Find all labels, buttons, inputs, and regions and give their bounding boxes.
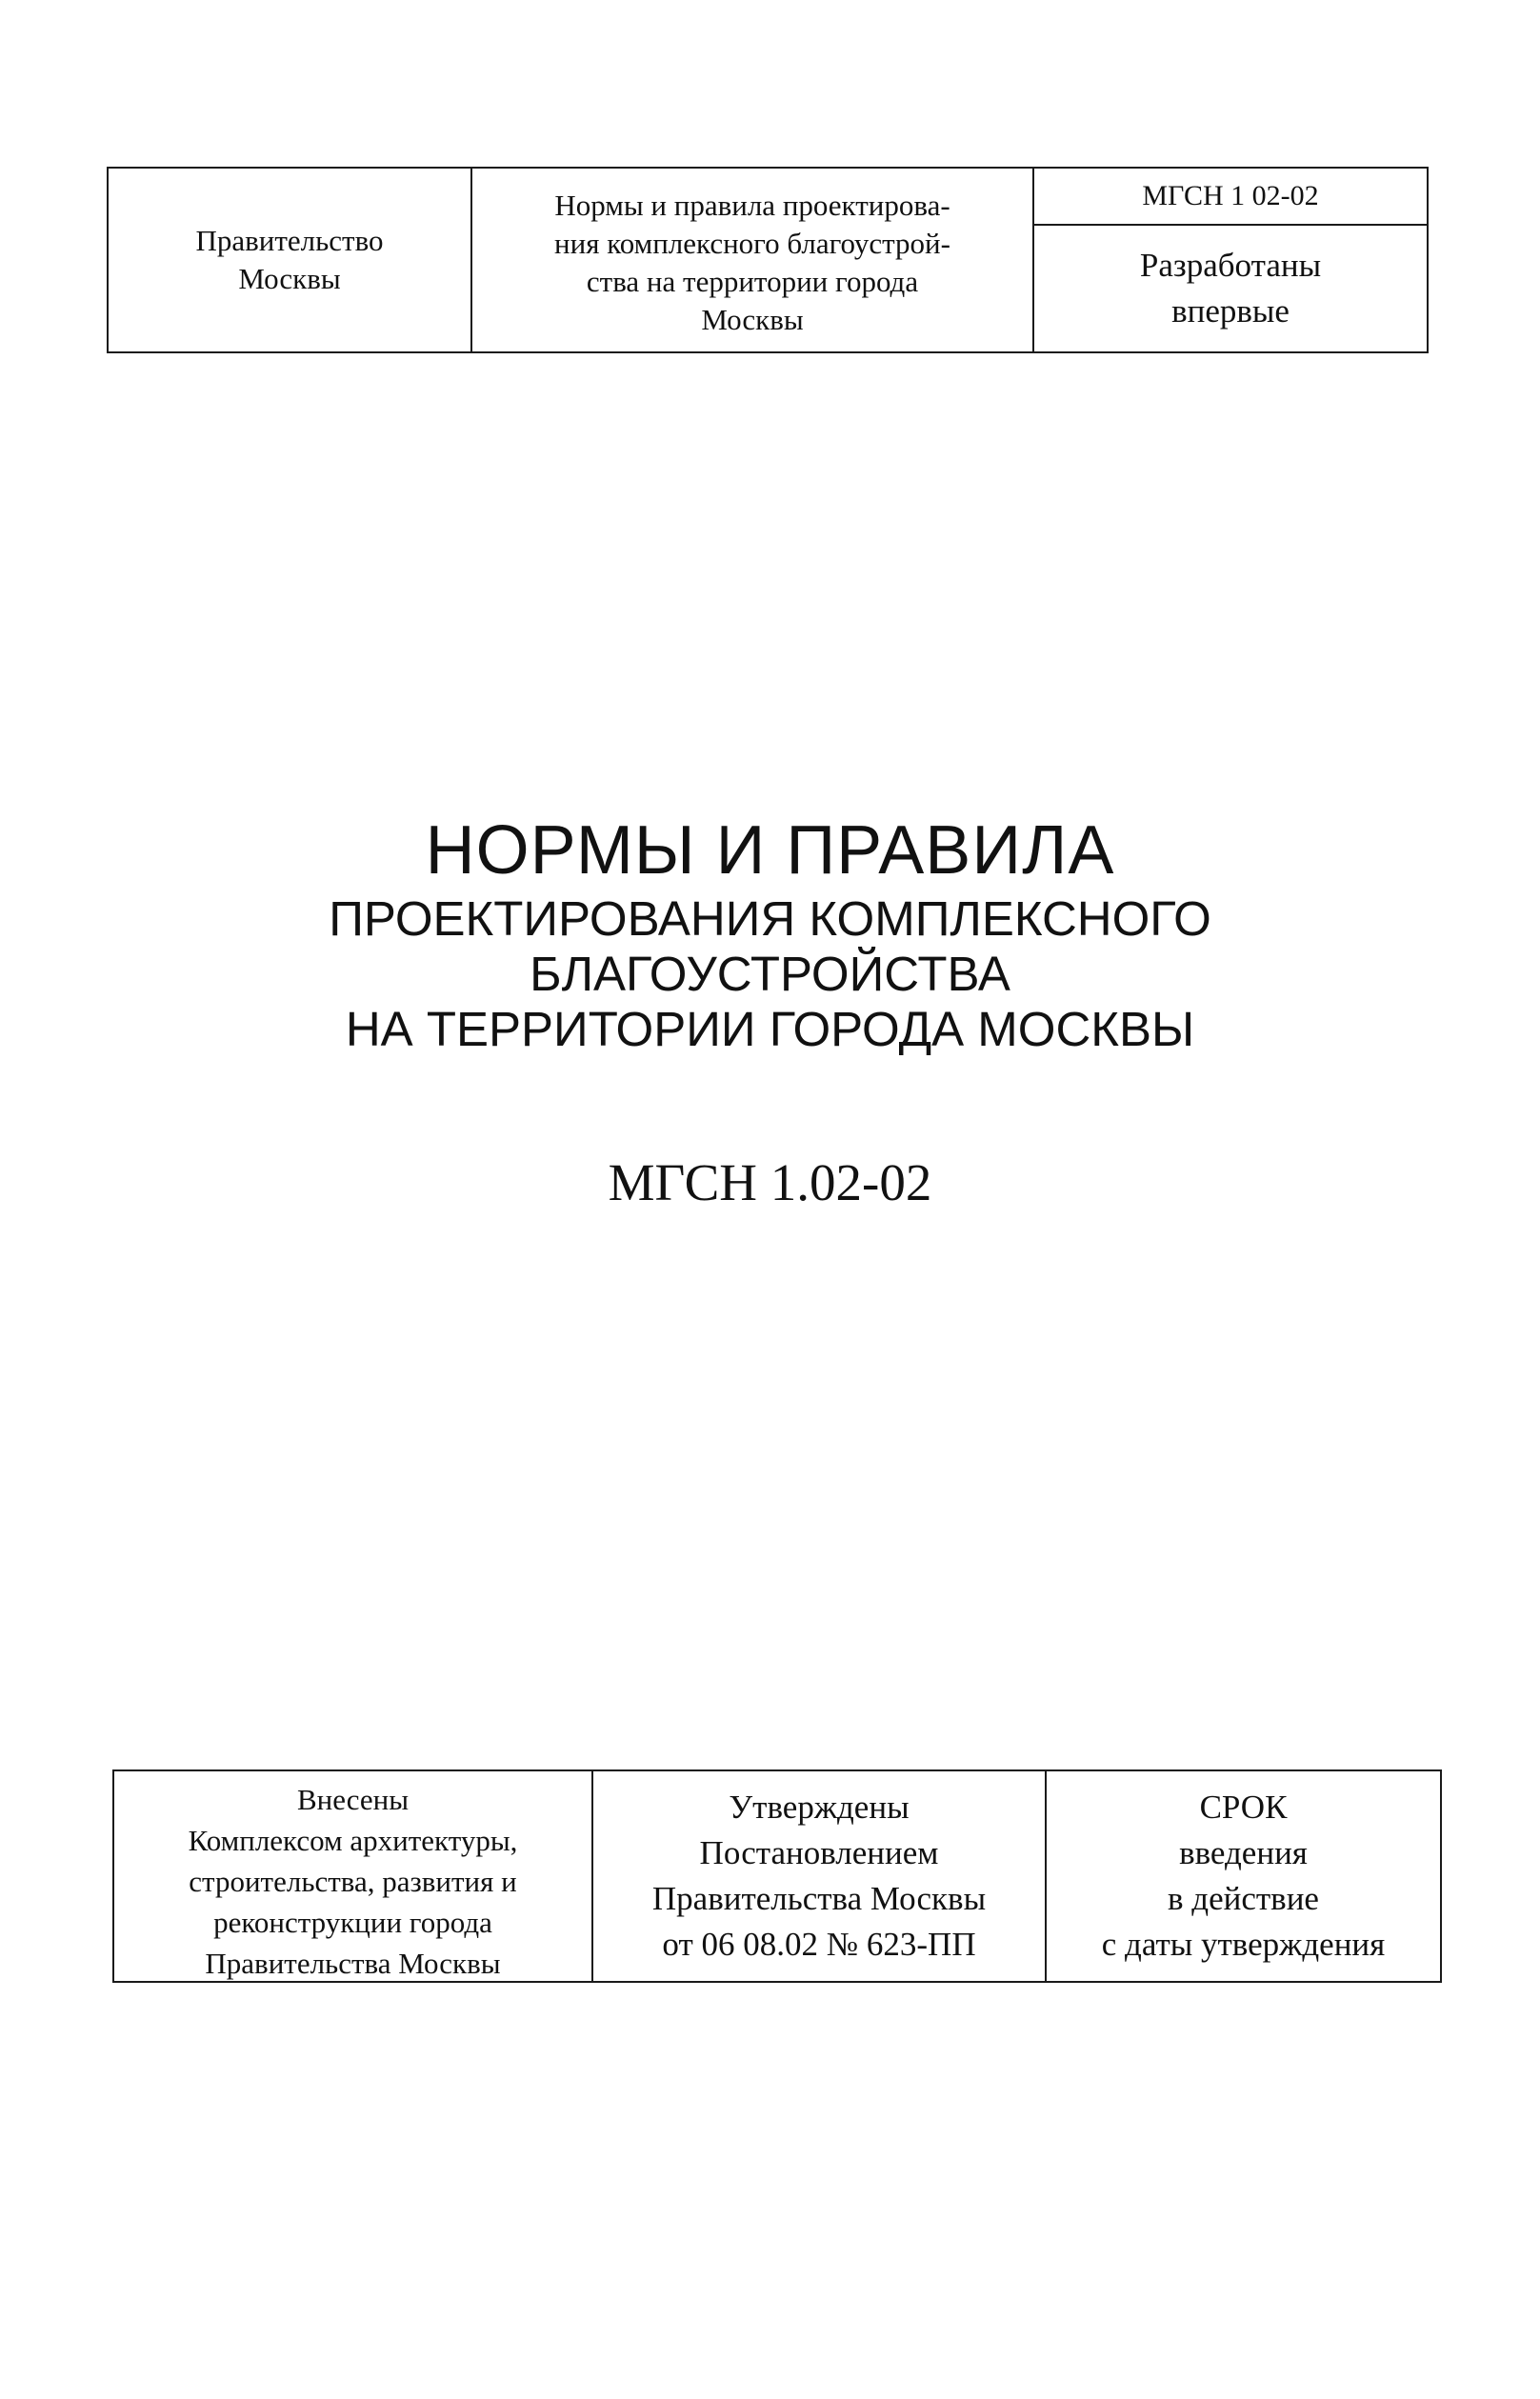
- doc-title-line: Москвы: [701, 303, 804, 336]
- submitted-line: реконструкции города: [213, 1906, 492, 1939]
- submitted-line: Внесены: [296, 1783, 410, 1816]
- doc-title-cell: [472, 169, 1034, 351]
- status-line: впервые: [1171, 292, 1290, 330]
- approved-line: Утверждены: [729, 1789, 910, 1826]
- status-line: Разработаны: [1139, 247, 1322, 284]
- submitted-cell: [114, 1771, 593, 1981]
- doc-title-line: Нормы и правила проектирова-: [554, 189, 950, 222]
- approved-line: от 06 08.02 № 623-ПП: [662, 1926, 976, 1963]
- submitted-line: строительства, развития и: [189, 1865, 517, 1898]
- approved-cell: [593, 1771, 1047, 1981]
- issuer-cell: [109, 169, 472, 351]
- subtitle-line: БЛАГОУСТРОЙСТВА: [530, 947, 1010, 1001]
- header-table: [107, 167, 1429, 353]
- issuer-line: Правительство: [195, 224, 384, 257]
- approved-line: Правительства Москвы: [651, 1880, 987, 1917]
- title-block: [0, 810, 1540, 1057]
- effective-line: с даты утверждения: [1101, 1926, 1386, 1963]
- doc-title-line: ния комплексного благоустрой-: [554, 227, 950, 260]
- subtitle-line: НА ТЕРРИТОРИИ ГОРОДА МОСКВЫ: [345, 1002, 1195, 1056]
- submitted-line: Правительства Москвы: [205, 1947, 501, 1980]
- effective-cell: [1047, 1771, 1440, 1981]
- issuer-line: Москвы: [238, 262, 341, 295]
- approved-line: Постановлением: [699, 1834, 939, 1871]
- footer-table: [112, 1769, 1442, 1983]
- effective-line: в действие: [1168, 1880, 1319, 1917]
- code-status-cell: [1034, 169, 1427, 351]
- effective-line: введения: [1179, 1834, 1308, 1871]
- subtitle-line: ПРОЕКТИРОВАНИЯ КОМПЛЕКСНОГО: [329, 891, 1211, 946]
- effective-line: СРОК: [1199, 1789, 1288, 1826]
- doc-title-line: ства на территории города: [586, 265, 919, 298]
- doc-code: МГСН 1.02-02: [608, 1153, 932, 1211]
- status-cell: [1034, 226, 1427, 351]
- main-title: НОРМЫ И ПРАВИЛА: [425, 812, 1115, 889]
- submitted-line: Комплексом архитектуры,: [188, 1824, 518, 1857]
- doc-code-header: МГСН 1 02-02: [1034, 169, 1427, 226]
